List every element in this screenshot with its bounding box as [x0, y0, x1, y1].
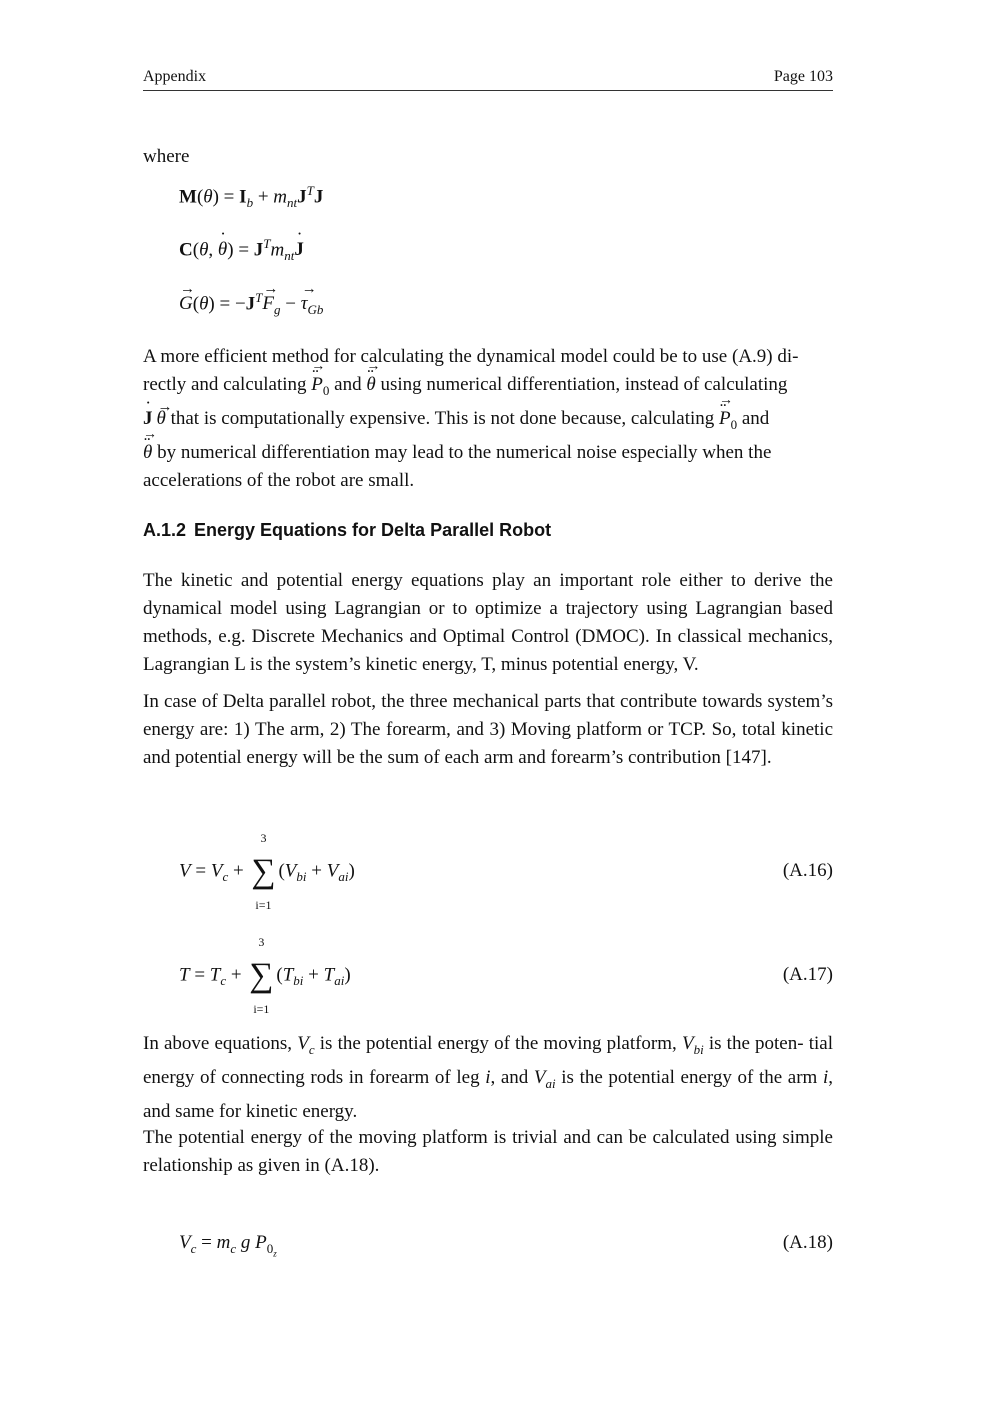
paragraph-mechanical-parts: In case of Delta parallel robot, the three mechanical parts that contribute towards system’s energy are: 1) The arm, 2) The forearm, and 3) Moving platform or TCP. So, total kinetic and potential energy will be the sum of each arm and forearm’s contribution [147]. — [143, 691, 833, 768]
para1-line4: ¨ θ → by numerical differentiation may lead to the numerical noise especially when the — [143, 439, 833, 467]
paragraph-energy-equations: The kinetic and potential energy equations play an important role either to derive the dynamical model using Lagrangian or to optimize a trajectory using Lagrangian based methods, e.g. Discrete Mechanics and Optimal Control (DMOC). In classical mechanics, Lagrangian L is the system’s kinetic energy, T, minus potential energy, V. — [143, 570, 833, 675]
equation-number: (A.18) — [782, 1232, 833, 1253]
equation-platform-potential: $V_c = m_c$ g $P_{0_z}$ — [179, 1232, 277, 1259]
where-text: where — [143, 146, 190, 167]
header-section: Appendix — [143, 68, 207, 85]
page-header — [143, 66, 833, 91]
equation-kinetic-energy: $T = T_c$ + 3 ∑ i=1 $(T_{bi} + T_{ai})$ — [179, 935, 351, 1016]
para1-line2: rectly and calculating ¨ $P \to_0$ and ¨ θ → using numerical differentiation, instead of calculating — [143, 371, 833, 405]
summation-symbol: 3 ∑ i=1 — [249, 935, 274, 1016]
section-heading — [143, 520, 551, 541]
equation-gravity: → $G(\theta) = -J^T\to F_g$ − → $\tau_{Gb}$ — [179, 290, 323, 318]
para1-line3: ˙ J→ θ that is computationally expensive. This is not done because, calculating ¨ $P \to_0$ and — [143, 405, 833, 439]
equation-mass-matrix: $M(\theta) = I_b + m_{nt}J^TJ$ — [179, 183, 324, 211]
para1-line1: A more efficient method for calculating the dynamical model could be to use (A.9) di- — [143, 346, 799, 367]
equation-potential-energy: $V = V_c$ + 3 ∑ i=1 $(V_{bi} + V_{ai})$ — [179, 831, 355, 912]
section-title: Energy Equations for Delta Parallel Robot — [194, 520, 552, 540]
equation-number: (A.16) — [782, 860, 833, 881]
paragraph-platform-energy: The potential energy of the moving platform is trivial and can be calculated using simple relationship as given in (A.18). — [143, 1127, 833, 1176]
equation-number: (A.17) — [782, 964, 833, 985]
section-number: A.1.2 — [143, 520, 187, 540]
paragraph-efficient-method — [143, 343, 833, 495]
paragraph-above-equations: In above equations, $V_c$ is the potential energy of the moving platform, $V_{bi}$ is the poten- tial energy of connecting rods in forearm of leg i, and $V_{ai}$ is the potential energy of the arm i, and same for kinetic energy. — [143, 1033, 833, 1122]
summation-symbol: 3 ∑ i=1 — [251, 831, 276, 912]
para1-line5: accelerations of the robot are small. — [143, 469, 415, 491]
header-page-number: Page 103 — [773, 68, 833, 85]
equation-coriolis: C(θ, ˙ $\theta) = J^Tm_{nt}˙$ J — [179, 236, 304, 264]
